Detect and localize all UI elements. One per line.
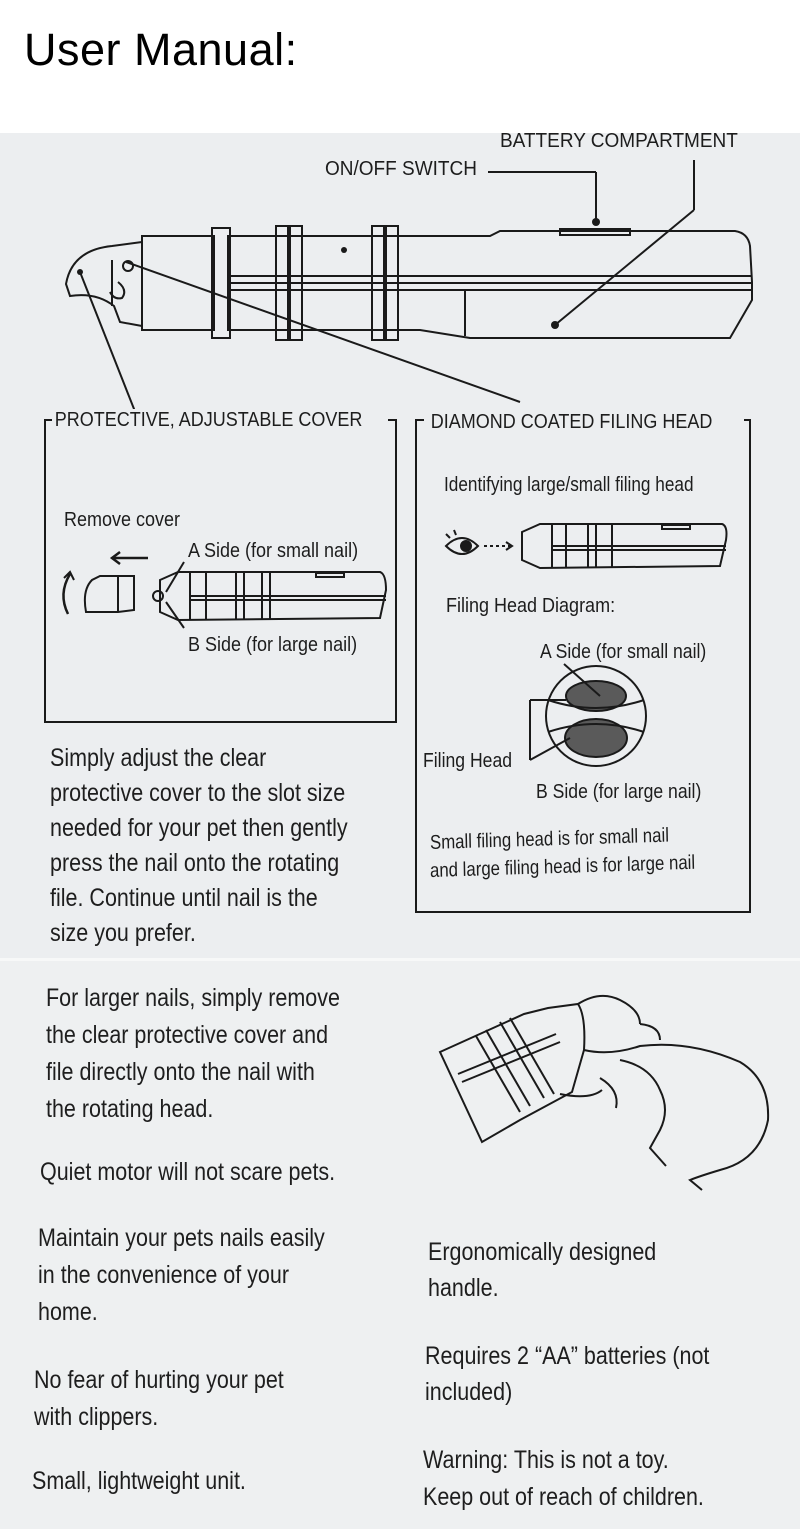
page-title: User Manual: [24,24,298,75]
filing-note-line2: and large filing head is for large nail [429,851,696,882]
filing-note-line1: Small filing head is for small nail [429,824,670,854]
warning-text: Warning: This is not a toy. Keep out of reach of children. [423,1446,704,1511]
ergonomic-text: Ergonomically designed handle. [428,1238,657,1302]
left-a-side-label: A Side (for small nail) [188,540,359,562]
batteries-text: Requires 2 “AA” batteries (not included) [425,1342,710,1406]
remove-cover-label: Remove cover [64,509,181,531]
right-a-side-label: A Side (for small nail) [540,641,707,663]
no-fear-text: No fear of hurting your pet with clippers. [34,1366,284,1431]
maintain-text: Maintain your pets nails easily in the convenience of your home. [38,1224,325,1326]
battery-compartment-label: BATTERY COMPARTMENT [500,130,738,152]
right-b-side-label: B Side (for large nail) [536,781,702,803]
lightweight-text: Small, lightweight unit. [32,1467,246,1495]
diagram-title-label: Filing Head Diagram: [446,595,616,617]
larger-nails-text: For larger nails, simply remove the clear protective cover and file directly onto the nail with the rotating head. [46,984,340,1123]
on-off-switch-label: ON/OFF SWITCH [325,158,477,180]
main-grinder-drawing [66,160,752,414]
quiet-motor-text: Quiet motor will not scare pets. [40,1158,336,1186]
identify-label: Identifying large/small filing head [444,474,694,496]
right-box-title: DIAMOND COATED FILING HEAD [428,411,715,434]
adjust-instructions: Simply adjust the clear protective cover to the slot size needed for your pet then gently press the nail onto the rotating file. Continue until nail is the size you prefer. [50,744,348,947]
filing-head-label: Filing Head [423,750,513,772]
left-b-side-label: B Side (for large nail) [188,634,358,656]
hand-with-grinder-drawing [440,996,768,1190]
left-box-title: PROTECTIVE, ADJUSTABLE COVER [52,409,365,432]
